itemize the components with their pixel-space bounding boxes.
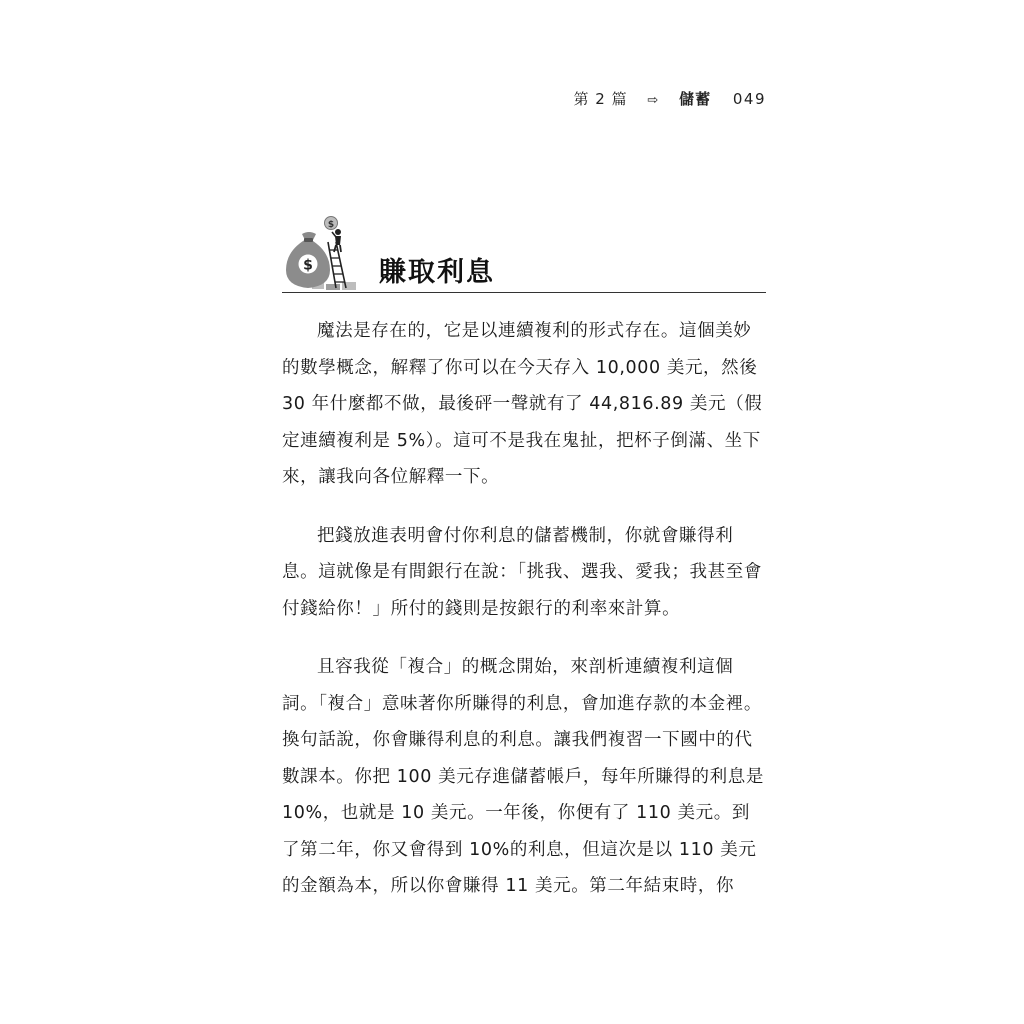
paragraph-1: 魔法是存在的，它是以連續複利的形式存在。這個美妙的數學概念，解釋了你可以在今天存入 10,000 美元，然後 30 年什麼都不做，最後砰一聲就有了 44,816.89 美元（假定連續複利是 5%）。這可不是我在鬼扯，把杯子倒滿、坐下來，讓我向各位解釋一下。	[282, 321, 763, 487]
money-bag-ladder-icon	[282, 212, 364, 292]
svg-text:$: $	[327, 220, 335, 230]
part-label: 第 2 篇	[573, 90, 628, 108]
paragraph-2: 把錢放進表明會付你利息的儲蓄機制，你就會賺得利息。這就像是有間銀行在說：「挑我、選我、愛我；我甚至會付錢給你！」所付的錢則是按銀行的利率來計算。	[282, 525, 762, 619]
svg-text:$: $	[303, 257, 313, 274]
chapter-title: 賺取利息	[379, 257, 495, 288]
paragraph-3: 且容我從「複合」的概念開始，來剖析連續複利這個詞。「複合」意味著你所賺得的利息，會加進存款的本金裡。換句話說，你會賺得利息的利息。讓我們複習一下國中的代數課本。你把 100 美元存進儲蓄帳戶，每年所賺得的利息是 10%，也就是 10 美元。一年後，你便有了 110 美元。到了第二年，你又會得到 10%的利息，但這次是以 110 美元的金額為本，所以你會賺得 11 美元。第二年結束時，你	[282, 657, 764, 896]
chapter-title-block	[282, 212, 766, 293]
arrow-right-icon: ⇨	[647, 93, 660, 108]
page-number: 049	[732, 90, 766, 108]
body-text	[282, 313, 768, 927]
running-header	[574, 88, 767, 109]
section-label: 儲蓄	[679, 90, 712, 108]
